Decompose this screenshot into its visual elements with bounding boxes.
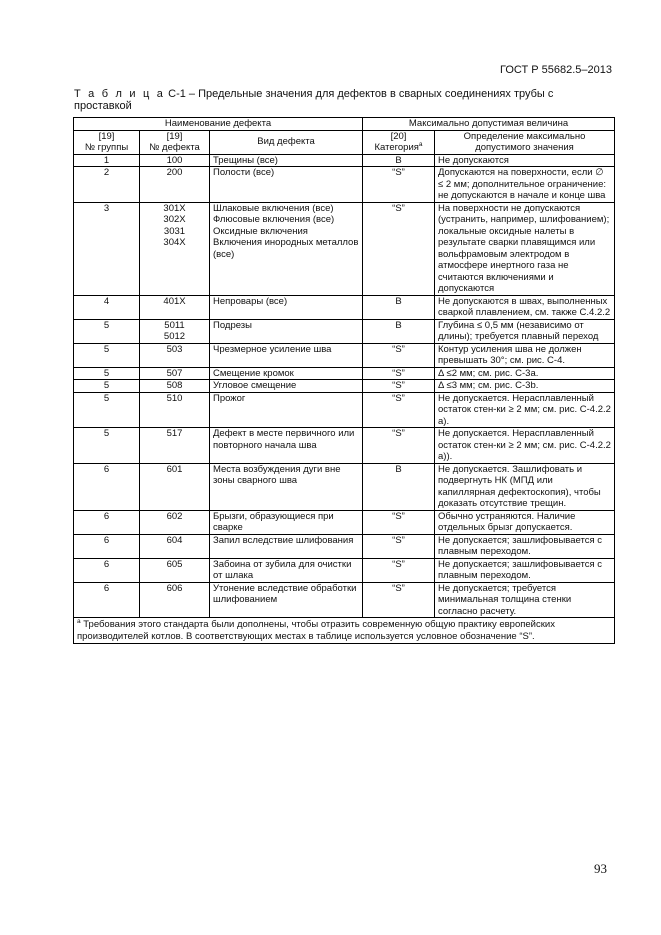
cell-defect-no: 606 xyxy=(140,582,210,618)
cell-definition: Не допускается; зашлифовывается с плавным переходом. xyxy=(435,534,615,558)
cell-category: “S” xyxy=(363,534,435,558)
cell-definition: Δ ≤2 мм; см. рис. С-3а. xyxy=(435,367,615,380)
cell-defect-type: Забоина от зубила для очистки от шлака xyxy=(210,558,363,582)
cell-definition: Не допускается. Нерасплавленный остаток стен-ки ≥ 2 мм; см. рис. С-4.2.2 а)). xyxy=(435,428,615,464)
cell-defect-no: 605 xyxy=(140,558,210,582)
table-row xyxy=(74,202,615,295)
cell-group-no: 1 xyxy=(74,154,140,167)
cell-category: B xyxy=(363,154,435,167)
cell-defect-no: 507 xyxy=(140,367,210,380)
table-caption xyxy=(74,88,614,112)
cell-group-no: 2 xyxy=(74,167,140,203)
cell-group-no: 5 xyxy=(74,319,140,343)
cell-group-no: 6 xyxy=(74,510,140,534)
cell-definition: Не допускаются xyxy=(435,154,615,167)
header-category xyxy=(363,130,435,154)
table-row xyxy=(74,392,615,428)
header-category-label: [20] Категория xyxy=(374,130,419,153)
cell-definition: На поверхности не допускаются (устранить, например, шлифованием); локальные оксидные налеты в результате сварки плавящимся или вольфрамовым электродом в атмосфере инертного газа не считаются включениями и допускаются xyxy=(435,202,615,295)
cell-group-no: 5 xyxy=(74,367,140,380)
document-id: ГОСТ Р 55682.5–2013 xyxy=(500,64,612,76)
cell-group-no: 3 xyxy=(74,202,140,295)
table-row xyxy=(74,428,615,464)
cell-defect-type: Чрезмерное усиление шва xyxy=(210,343,363,367)
table-footnote xyxy=(74,618,615,644)
cell-category: “S” xyxy=(363,367,435,380)
table-row xyxy=(74,463,615,510)
cell-category: “S” xyxy=(363,202,435,295)
cell-category: B xyxy=(363,463,435,510)
cell-defect-no: 517 xyxy=(140,428,210,464)
cell-defect-no: 510 xyxy=(140,392,210,428)
defects-table xyxy=(73,117,615,644)
header-defect-type: Вид дефекта xyxy=(210,130,363,154)
cell-defect-type: Запил вследствие шлифования xyxy=(210,534,363,558)
caption-label: Т а б л и ц а xyxy=(74,88,166,100)
cell-defect-type: Смещение кромок xyxy=(210,367,363,380)
table-row xyxy=(74,154,615,167)
cell-category: “S” xyxy=(363,392,435,428)
table-row xyxy=(74,367,615,380)
footnote-mark: a xyxy=(77,617,81,625)
cell-group-no: 5 xyxy=(74,428,140,464)
cell-category: B xyxy=(363,319,435,343)
cell-defect-type: Непровары (все) xyxy=(210,295,363,319)
header-defect-no: [19] № дефекта xyxy=(140,130,210,154)
cell-category: “S” xyxy=(363,167,435,203)
table-row xyxy=(74,167,615,203)
cell-defect-no: 503 xyxy=(140,343,210,367)
cell-defect-type: Подрезы xyxy=(210,319,363,343)
cell-definition: Обычно устраняются. Наличие отдельных брызг допускается. xyxy=(435,510,615,534)
cell-defect-no: 100 xyxy=(140,154,210,167)
header-max-value: Максимально допустимая величина xyxy=(363,118,615,131)
cell-group-no: 6 xyxy=(74,534,140,558)
cell-defect-type: Прожог xyxy=(210,392,363,428)
table-row xyxy=(74,510,615,534)
cell-group-no: 5 xyxy=(74,380,140,393)
cell-category: “S” xyxy=(363,582,435,618)
cell-definition: Не допускается; требуется минимальная толщина стенки согласно расчету. xyxy=(435,582,615,618)
page-number: 93 xyxy=(594,861,607,876)
cell-category: “S” xyxy=(363,558,435,582)
cell-defect-no: 401X xyxy=(140,295,210,319)
header-definition: Определение максимально допустимого значения xyxy=(435,130,615,154)
cell-definition: Не допускается; зашлифовывается с плавным переходом. xyxy=(435,558,615,582)
cell-defect-type: Угловое смещение xyxy=(210,380,363,393)
cell-definition: Допускаются на поверхности, если ∅ ≤ 2 мм; дополнительное ограничение: не допускаются в начале и конце шва xyxy=(435,167,615,203)
cell-category: “S” xyxy=(363,510,435,534)
cell-defect-no: 508 xyxy=(140,380,210,393)
cell-category: B xyxy=(363,295,435,319)
cell-defect-type: Брызги, образующиеся при сварке xyxy=(210,510,363,534)
table-row xyxy=(74,534,615,558)
cell-group-no: 6 xyxy=(74,463,140,510)
header-category-footnote-mark: a xyxy=(418,140,423,148)
table-row xyxy=(74,343,615,367)
cell-defect-type: Места возбуждения дуги вне зоны сварного шва xyxy=(210,463,363,510)
footnote-text: Требования этого стандарта были дополнены, чтобы отразить современную общую практику европейских производителей котлов. В соответствующих местах в таблице используется условное обозначение “S”. xyxy=(77,619,555,642)
table-row xyxy=(74,295,615,319)
cell-definition: Глубина ≤ 0,5 мм (независимо от длины); требуется плавный переход xyxy=(435,319,615,343)
header-defect-name: Наименование дефекта xyxy=(74,118,363,131)
cell-defect-no: 602 xyxy=(140,510,210,534)
cell-category: “S” xyxy=(363,343,435,367)
cell-defect-type: Трещины (все) xyxy=(210,154,363,167)
cell-definition: Не допускаются в швах, выполненных сваркой плавлением, см. также С.4.2.2 xyxy=(435,295,615,319)
table-row xyxy=(74,582,615,618)
defects-table-container xyxy=(73,117,615,644)
table-row xyxy=(74,558,615,582)
cell-defect-no: 200 xyxy=(140,167,210,203)
cell-group-no: 5 xyxy=(74,392,140,428)
cell-defect-no: 301X 302X 3031 304X xyxy=(140,202,210,295)
cell-definition: Контур усиления шва не должен превышать 30°; см. рис. С-4. xyxy=(435,343,615,367)
cell-definition: Не допускается. Нерасплавленный остаток стен-ки ≥ 2 мм; см. рис. С-4.2.2 а). xyxy=(435,392,615,428)
cell-group-no: 5 xyxy=(74,343,140,367)
table-row xyxy=(74,319,615,343)
cell-definition: Не допускается. Зашлифовать и подвергнуть НК (МПД или капиллярная дефектоскопия), чтобы доказать отсутствие трещин. xyxy=(435,463,615,510)
cell-group-no: 6 xyxy=(74,558,140,582)
cell-category: “S” xyxy=(363,428,435,464)
cell-defect-no: 601 xyxy=(140,463,210,510)
cell-defect-type: Шлаковые включения (все) Флюсовые включения (все) Оксидные включения Включения инородных металлов (все) xyxy=(210,202,363,295)
cell-defect-type: Полости (все) xyxy=(210,167,363,203)
cell-defect-no: 5011 5012 xyxy=(140,319,210,343)
cell-defect-type: Утонение вследствие обработки шлифованием xyxy=(210,582,363,618)
table-row xyxy=(74,380,615,393)
cell-group-no: 6 xyxy=(74,582,140,618)
cell-group-no: 4 xyxy=(74,295,140,319)
cell-defect-type: Дефект в месте первичного или повторного начала шва xyxy=(210,428,363,464)
header-group-no: [19] № группы xyxy=(74,130,140,154)
caption-text: С-1 – Предельные значения для дефектов в сварных соединениях трубы с проставкой xyxy=(74,88,554,112)
cell-defect-no: 604 xyxy=(140,534,210,558)
cell-definition: Δ ≤3 мм; см. рис. С-3b. xyxy=(435,380,615,393)
cell-category: “S” xyxy=(363,380,435,393)
